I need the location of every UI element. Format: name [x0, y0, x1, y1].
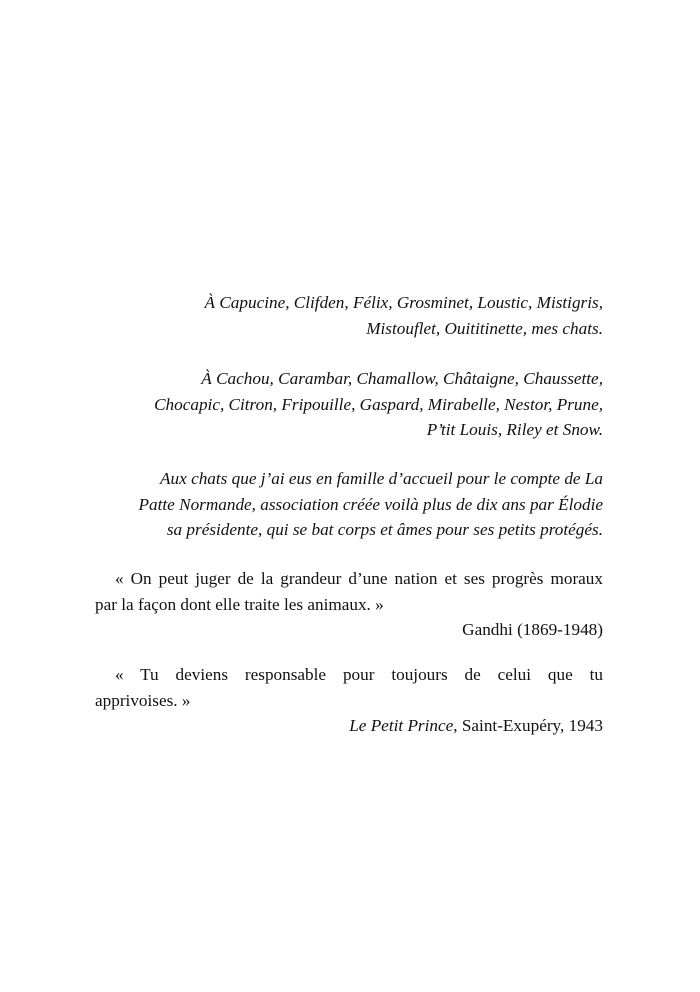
dedication-foster-cats: [95, 466, 603, 543]
dedication-foster-cats-line-2: Patte Normande, association créée voilà plus de dix ans par Élodie: [138, 494, 603, 514]
dedication-other-cats-line-2: Chocapic, Citron, Fripouille, Gaspard, Mirabelle, Nestor, Prune,: [154, 394, 603, 414]
quote-gandhi: [95, 566, 603, 643]
quote-petit-prince-line-2: apprivoises. »: [95, 690, 191, 710]
dedication-my-cats: [95, 290, 603, 341]
author-year: , Saint-Exupéry, 1943: [453, 716, 603, 735]
quote-petit-prince-line-1: « Tu deviens responsable pour toujours de celui que tu: [115, 665, 603, 684]
quote-petit-prince: [95, 662, 603, 739]
dedication-my-cats-line-2: Mistouflet, Ouititinette, mes chats.: [366, 318, 603, 338]
dedication-other-cats-line-1: À Cachou, Carambar, Chamallow, Châtaigne, Chaussette,: [201, 369, 603, 388]
quote-gandhi-line-1: « On peut juger de la grandeur d’une nation et ses progrès moraux: [115, 569, 603, 588]
dedication-other-cats-line-3: P’tit Louis, Riley et Snow.: [426, 420, 603, 439]
quote-gandhi-attribution: Gandhi (1869-1948): [462, 620, 603, 639]
quote-gandhi-line-2: par la façon dont elle traite les animaux. »: [95, 594, 384, 614]
dedication-foster-cats-line-3: sa présidente, qui se bat corps et âmes pour ses petits protégés.: [166, 520, 603, 539]
quote-petit-prince-attribution: [95, 713, 603, 739]
book-title: Le Petit Prince: [349, 716, 454, 735]
dedication-other-cats: [95, 366, 603, 443]
dedication-foster-cats-line-1: Aux chats que j’ai eus en famille d’accueil pour le compte de La: [160, 469, 603, 488]
dedication-my-cats-line-1: À Capucine, Clifden, Félix, Grosminet, Loustic, Mistigris,: [204, 293, 603, 312]
